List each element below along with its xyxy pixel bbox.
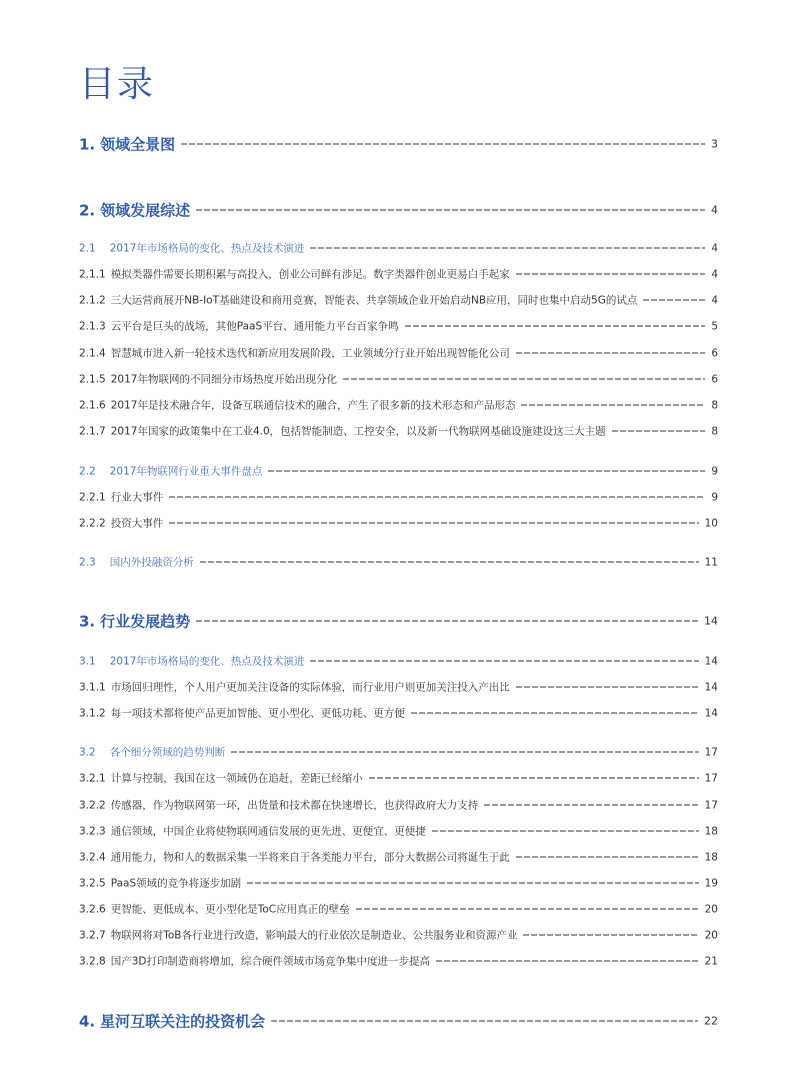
toc-entry-title[interactable]: 行业大事件 [110,491,164,504]
toc-entry-number: 3.2.3 [79,825,106,837]
toc-entry-title[interactable]: PaaS领域的竞争将逐步加剧 [110,877,242,890]
toc-entry[interactable] [79,1011,718,1032]
dotted-leader [169,523,698,524]
toc-entry-title[interactable]: 模拟类器件需要长期积累与高投入，创业公司鲜有涉足。数字类器件创业更易白手起家 [110,268,510,281]
dotted-leader [516,687,699,688]
toc-entry[interactable] [79,241,718,256]
toc-entry-page: 8 [711,399,718,411]
dotted-leader [310,248,705,249]
toc-entry-number: 3.2.5 [79,877,106,889]
toc-entry-page: 17 [704,772,718,784]
toc-entry-page: 5 [711,320,718,332]
toc-entry[interactable] [79,372,718,387]
toc-entry[interactable] [79,798,718,813]
dotted-leader [268,471,705,472]
toc-entry[interactable] [79,824,718,839]
toc-entry-number: 1. [79,135,96,153]
dotted-leader [516,857,699,858]
toc-entry-title[interactable]: 星河互联关注的投资机会 [100,1012,266,1031]
toc-entry-page: 14 [704,707,718,719]
dotted-leader [169,497,705,498]
toc-entry[interactable] [79,464,718,479]
dotted-leader [516,274,706,275]
toc-entry-page: 14 [704,655,718,667]
toc-entry[interactable] [79,902,718,917]
toc-entry-page: 3 [711,137,718,151]
page-title: 目录 [79,64,156,105]
toc-entry-page: 14 [704,681,718,693]
toc-entry-number: 3.2.4 [79,851,106,863]
toc-entry[interactable] [79,319,718,334]
dotted-leader [643,300,705,301]
toc-entry-number: 3.2.8 [79,955,106,967]
toc-entry-page: 6 [711,347,718,359]
toc-entry-title[interactable]: 传感器，作为物联网第一环，出货量和技术都在快速增长，也获得政府大力支持 [110,799,479,812]
toc-entry-page: 20 [704,929,718,941]
dotted-leader [484,805,698,806]
dotted-leader [405,326,706,327]
toc-entry[interactable] [79,928,718,943]
toc-entry-number: 2.1.3 [79,320,106,332]
toc-entry-number: 3.2.7 [79,929,106,941]
toc-entry-title[interactable]: 智慧城市进入新一轮技术迭代和新应用发展阶段，工业领域分行业开始出现智能化公司 [110,347,510,360]
toc-entry-number: 2.3 [79,556,96,568]
toc-entry-page: 8 [711,425,718,437]
dotted-leader [200,562,699,563]
dotted-leader [411,713,699,714]
toc-entry-number: 3.2.2 [79,799,106,811]
toc-entry[interactable] [79,346,718,361]
dotted-leader [436,961,699,962]
toc-entry-title[interactable]: 物联网将对ToB各行业进行改造，影响最大的行业依次是制造业、公共服务业和资源产业 [110,929,518,942]
toc-entry-number: 2.1.4 [79,347,106,359]
dotted-leader [231,752,698,753]
dotted-leader [343,379,705,380]
toc-entry-page: 14 [704,614,718,628]
toc-entry-number: 2.1.1 [79,268,106,280]
toc-entry-page: 17 [704,799,718,811]
toc-entry-page: 4 [711,268,718,280]
toc-entry-title[interactable]: 2017年市场格局的变化、热点及技术演进 [109,242,305,255]
toc-entry-title[interactable]: 2017年市场格局的变化、热点及技术演进 [109,655,305,668]
toc-entry[interactable] [79,267,718,282]
toc-entry-page: 19 [704,877,718,889]
toc-entry-title[interactable]: 通信领域，中国企业将使物联网通信发展的更先进、更便宜、更便捷 [110,825,426,838]
toc-entry[interactable] [79,680,718,695]
dotted-leader [310,661,698,662]
toc-entry[interactable] [79,398,718,413]
toc-entry[interactable] [79,555,718,570]
toc-entry-number: 4. [79,1012,96,1030]
dotted-leader [181,144,705,145]
toc-entry-title[interactable]: 更智能、更低成本、更小型化是ToC应用真正的壁垒 [110,903,350,916]
toc-entry[interactable] [79,771,718,786]
toc-entry-number: 2.1.7 [79,425,106,437]
dotted-leader [196,210,705,211]
toc-entry[interactable] [79,293,718,308]
toc-entry-title[interactable]: 2017年物联网行业重大事件盘点 [109,465,263,478]
dotted-leader [369,778,699,779]
toc-entry-number: 2.1.2 [79,294,106,306]
toc-entry-title[interactable]: 通用能力，物和人的数据采集一半将来自于各类能力平台，部分大数据公司将诞生于此 [110,851,510,864]
toc-entry-number: 3.1 [79,655,96,667]
toc-entry-title[interactable]: 计算与控制，我国在这一领域仍在追赶，差距已经缩小 [110,772,363,785]
toc-entry[interactable] [79,745,718,760]
toc-entry-title[interactable]: 2017年是技术融合年，设备互联通信技术的融合，产生了很多新的技术形态和产品形态 [110,399,516,412]
toc-entry-page: 17 [704,746,718,758]
toc-entry-page: 18 [704,825,718,837]
toc-entry-number: 3.2.1 [79,772,106,784]
dotted-leader [612,431,706,432]
toc-entry-title[interactable]: 领域发展综述 [100,201,191,220]
toc-entry[interactable] [79,876,718,891]
toc-entry[interactable] [79,611,718,632]
dotted-leader [516,353,706,354]
toc-entry-number: 3. [79,612,96,630]
toc-entry-title[interactable]: 云平台是巨头的战场，其他PaaS平台、通用能力平台百家争鸣 [110,320,399,333]
toc-entry-title[interactable]: 三大运营商展开NB-IoT基础建设和商用竞赛，智能表、共享领域企业开始启动NB应用，同时也集中启动5G的试点 [110,294,638,307]
dotted-leader [521,405,705,406]
toc-entry[interactable] [79,954,718,969]
toc-entry-number: 2.1.6 [79,399,106,411]
toc-entry-title[interactable]: 国内外投融资分析 [109,556,194,569]
toc-entry-page: 18 [704,851,718,863]
toc-entry[interactable] [79,654,718,669]
toc-entry-page: 11 [704,556,718,568]
toc-entry[interactable] [79,706,718,721]
toc-entry[interactable] [79,516,718,531]
toc-entry-page: 21 [704,955,718,967]
dotted-leader [196,621,698,622]
toc-entry[interactable] [79,490,718,505]
toc-entry-page: 4 [711,294,718,306]
toc-entry-number: 3.2.6 [79,903,106,915]
toc-entry-number: 2.2.2 [79,517,106,529]
toc-entry-title[interactable]: 国产3D打印制造商将增加，综合硬件领域市场竞争集中度进一步提高 [110,955,430,968]
toc-entry-title[interactable]: 行业发展趋势 [100,612,191,631]
toc-entry-title[interactable]: 2017年国家的政策集中在工业4.0，包括智能制造、工控安全，以及新一代物联网基础设施建设这三大主题 [110,425,606,438]
dotted-leader [247,883,699,884]
dotted-leader [432,831,699,832]
toc-entry-number: 2. [79,201,96,219]
toc-entry-number: 2.1 [79,242,96,254]
toc-entry-title[interactable]: 领域全景图 [100,135,176,154]
toc-entry-title[interactable]: 各个细分领域的趋势判断 [109,746,226,759]
dotted-leader [271,1021,698,1022]
toc-entry-page: 6 [711,373,718,385]
toc-entry-number: 2.2.1 [79,491,106,503]
toc-entry[interactable] [79,424,718,439]
toc-entry-title[interactable]: 投资大事件 [110,517,164,530]
toc-entry-title[interactable]: 市场回归理性，个人用户更加关注设备的实际体验，而行业用户则更加关注投入产出比 [110,681,510,694]
toc-entry-page: 10 [704,517,718,529]
toc-entry-page: 22 [704,1014,718,1028]
toc-entry-number: 3.1.1 [79,681,106,693]
toc-entry-page: 9 [711,491,718,503]
dotted-leader [523,935,698,936]
toc-entry-number: 3.2 [79,746,96,758]
toc-entry-number: 2.2 [79,465,96,477]
toc-entry-title[interactable]: 2017年物联网的不同细分市场热度开始出现分化 [110,373,337,386]
toc-entry[interactable] [79,200,718,221]
toc-entry[interactable] [79,134,718,155]
toc-entry-page: 4 [711,203,718,217]
toc-entry-page: 9 [711,465,718,477]
toc-entry-number: 2.1.5 [79,373,106,385]
dotted-leader [356,909,699,910]
toc-entry-title[interactable]: 每一项技术都将使产品更加智能、更小型化、更低功耗、更方便 [110,707,405,720]
toc-entry-page: 4 [711,242,718,254]
toc-entry-number: 3.1.2 [79,707,106,719]
toc-entry-page: 20 [704,903,718,915]
toc-entry[interactable] [79,850,718,865]
